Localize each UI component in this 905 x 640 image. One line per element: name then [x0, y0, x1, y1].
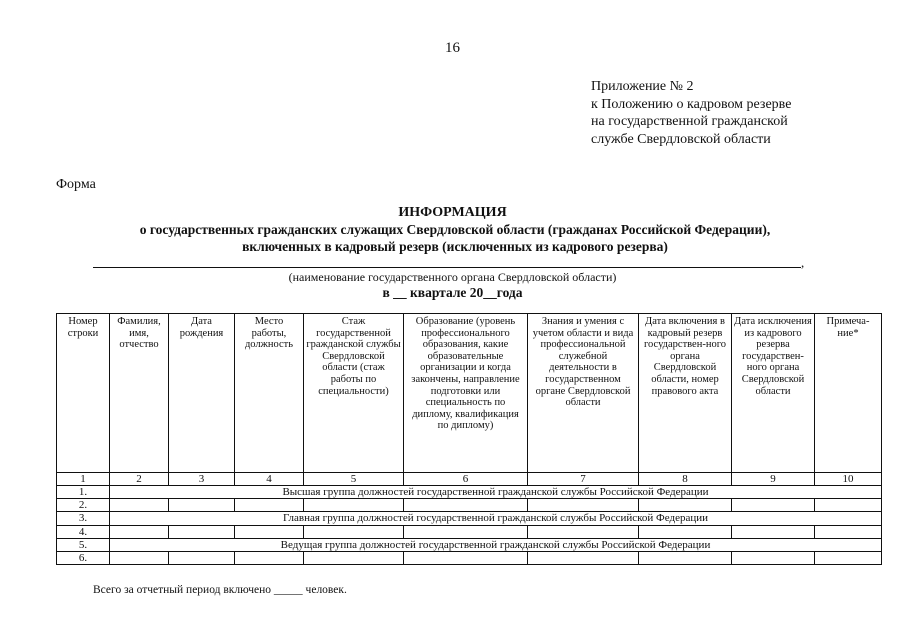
table-cell: [304, 551, 404, 564]
org-name-caption: (наименование государственного органа Свердловской области): [288, 270, 617, 284]
header-cell: Образование (уровень профессионального образования, какие образовательные организации и когда закончены, направление подготовки или специальность по диплому, квалификация по диплому): [404, 314, 528, 473]
row-number: 5.: [57, 538, 110, 551]
column-number: 7: [528, 473, 639, 486]
column-number-row: [57, 473, 882, 486]
table-cell: [110, 551, 169, 564]
row-number: 4.: [57, 525, 110, 538]
table-row: [57, 551, 882, 564]
table-cell: [639, 551, 732, 564]
table-cell: [732, 525, 815, 538]
column-number: 6: [404, 473, 528, 486]
table-cell: [169, 551, 235, 564]
table-cell: [404, 499, 528, 512]
table-cell: [235, 525, 304, 538]
appendix-block: [591, 78, 791, 148]
total-line: Всего за отчетный период включено _____ человек.: [93, 584, 347, 596]
header-cell: Дата исключения из кадрового резерва государствен-ного органа Свердловской области: [732, 314, 815, 473]
org-name-blank-line: [93, 267, 801, 268]
table-cell: [235, 551, 304, 564]
table-cell: [528, 551, 639, 564]
reserve-table: [56, 313, 882, 565]
column-number: 10: [815, 473, 882, 486]
header-row: [57, 314, 882, 473]
table-cell: [110, 499, 169, 512]
header-cell: Номер строки: [57, 314, 110, 473]
column-number: 5: [304, 473, 404, 486]
table-cell: [304, 525, 404, 538]
document-subtitle: [80, 222, 830, 255]
subtitle-line: о государственных гражданских служащих Свердловской области (гражданах Российской Федерации),: [139, 222, 771, 237]
column-number: 8: [639, 473, 732, 486]
header-cell: Дата рождения: [169, 314, 235, 473]
header-cell: Дата включения в кадровый резерв государствен-ного органа Свердловской области, номер правового акта: [639, 314, 732, 473]
row-number: 6.: [57, 551, 110, 564]
table-cell: [169, 525, 235, 538]
table-row: [57, 486, 882, 499]
group-header-cell: Главная группа должностей государственной гражданской службы Российской Федерации: [110, 512, 882, 525]
appendix-line: Приложение № 2: [591, 79, 694, 94]
header-cell: Примеча-ние*: [815, 314, 882, 473]
header-cell: Стаж государственной гражданской службы Свердловской области (стаж работы по специальности): [304, 314, 404, 473]
table-cell: [528, 499, 639, 512]
table-cell: [639, 525, 732, 538]
table-cell: [404, 551, 528, 564]
group-header-cell: Высшая группа должностей государственной гражданской службы Российской Федерации: [110, 486, 882, 499]
table-cell: [815, 525, 882, 538]
table-cell: [732, 499, 815, 512]
column-number: 2: [110, 473, 169, 486]
subtitle-line: включенных в кадровый резерв (исключенных из кадрового резерва): [242, 238, 668, 254]
table-cell: [815, 551, 882, 564]
quarter-line: в __ квартале 20__года: [382, 285, 523, 300]
table-cell: [110, 525, 169, 538]
document-title: ИНФОРМАЦИЯ: [398, 205, 507, 220]
table-row: [57, 525, 882, 538]
org-line-comma: ,: [801, 255, 805, 270]
table-cell: [404, 525, 528, 538]
column-number: 1: [57, 473, 110, 486]
table-cell: [815, 499, 882, 512]
appendix-line: к Положению о кадровом резерве: [591, 96, 792, 112]
table-row: [57, 512, 882, 525]
table-cell: [528, 525, 639, 538]
table-row: [57, 499, 882, 512]
appendix-line: на государственной гражданской: [591, 114, 788, 129]
form-label: Форма: [56, 177, 96, 192]
table-cell: [235, 499, 304, 512]
header-cell: Знания и умения с учетом области и вида профессиональной служебной деятельности в государственном органе Свердловской области: [528, 314, 639, 473]
table-cell: [639, 499, 732, 512]
header-cell: Место работы, должность: [235, 314, 304, 473]
row-number: 2.: [57, 499, 110, 512]
table-cell: [732, 551, 815, 564]
table-cell: [169, 499, 235, 512]
row-number: 3.: [57, 512, 110, 525]
group-header-cell: Ведущая группа должностей государственной гражданской службы Российской Федерации: [110, 538, 882, 551]
table-cell: [304, 499, 404, 512]
appendix-line: службе Свердловской области: [591, 131, 771, 147]
row-number: 1.: [57, 486, 110, 499]
column-number: 3: [169, 473, 235, 486]
table-row: [57, 538, 882, 551]
header-cell: Фамилия, имя, отчество: [110, 314, 169, 473]
page-number: 16: [445, 40, 460, 56]
column-number: 9: [732, 473, 815, 486]
column-number: 4: [235, 473, 304, 486]
